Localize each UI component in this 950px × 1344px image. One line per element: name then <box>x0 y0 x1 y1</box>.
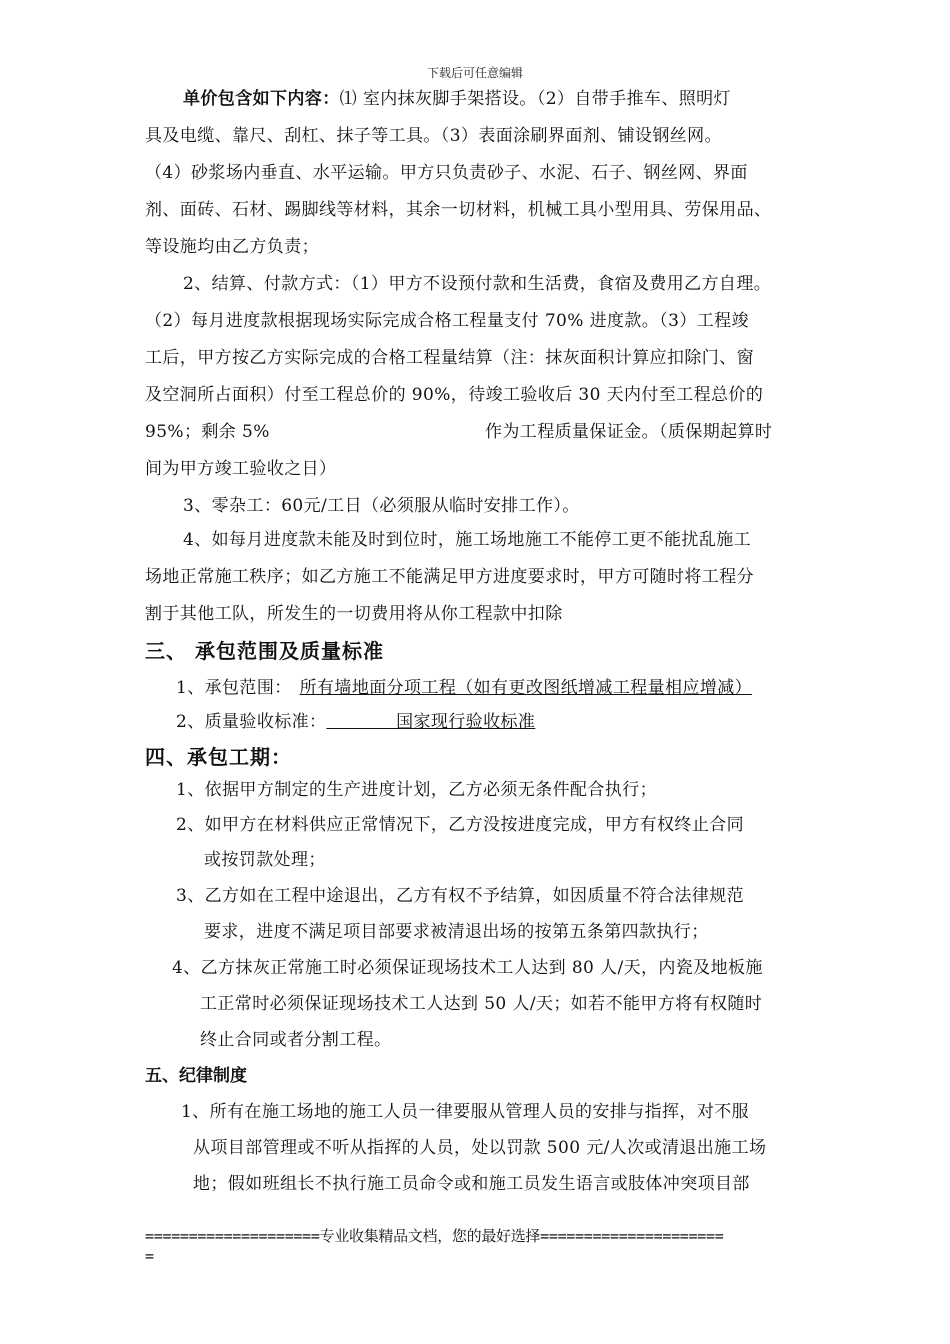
paragraph-1-line-4: 剂、面砖、石材、踢脚线等材料，其余一切材料，机械工具小型用具、劳保用品、 <box>145 200 772 220</box>
paragraph-2-line-5a: 95%；剩余 5% <box>145 422 270 442</box>
section-4-item-4a: 4、乙方抹灰正常施工时必须保证现场技术工人达到 80 人/天，内瓷及地板施 <box>172 958 763 978</box>
section-5-heading: 五、纪律制度 <box>145 1066 247 1086</box>
paragraph-1-line-2: 具及电缆、靠尺、刮杠、抹子等工具。（3）表面涂刷界面剂、铺设钢丝网。 <box>145 126 722 146</box>
section-3-item-2 <box>176 710 535 734</box>
paragraph-2-line-1: 2、结算、付款方式：（1）甲方不设预付款和生活费，食宿及费用乙方自理。 <box>183 274 772 294</box>
section-4-item-4c: 终止合同或者分割工程。 <box>200 1030 392 1050</box>
page-header: 下载后可任意编辑 <box>426 66 523 80</box>
paragraph-1-line-1 <box>183 87 731 111</box>
paragraph-2-line-5b: 作为工程质量保证金。（质保期起算时 <box>485 422 773 442</box>
section-3-heading: 三、 承包范围及质量标准 <box>145 639 384 663</box>
section-4-item-1: 1、依据甲方制定的生产进度计划，乙方必须无条件配合执行； <box>176 780 658 800</box>
paragraph-2-line-2: （2）每月进度款根据现场实际完成合格工程量支付 70% 进度款。（3）工程竣 <box>145 311 749 331</box>
footer-line-2: = <box>145 1247 155 1265</box>
paragraph-4-line-3: 割于其他工队，所发生的一切费用将从你工程款中扣除 <box>145 604 563 624</box>
bold-lead: 单价包含如下内容： <box>183 89 340 109</box>
paragraph-4-line-2: 场地正常施工秩序；如乙方施工不能满足甲方进度要求时，甲方可随时将工程分 <box>145 567 754 587</box>
section-5-item-1a: 1、所有在施工场地的施工人员一律要服从管理人员的安排与指挥，对不服 <box>181 1102 750 1122</box>
item-value: 所有墙地面分项工程（如有更改图纸增减工程量相应增减） <box>299 678 753 698</box>
footer-line-1: ====================专业收集精品文档，您的最好选择===================== <box>145 1227 724 1245</box>
paragraph-4-line-1: 4、如每月进度款未能及时到位时，施工场地施工不能停工更不能扰乱施工 <box>183 530 752 550</box>
paragraph-2-line-3: 工后，甲方按乙方实际完成的合格工程量结算（注：抹灰面积计算应扣除门、窗 <box>145 348 754 368</box>
paragraph-1-line-5: 等设施均由乙方负责； <box>145 237 319 257</box>
section-4-heading: 四、承包工期： <box>145 745 292 769</box>
item-label: 2、质量验收标准： <box>176 712 327 732</box>
paragraph-2-line-6: 间为甲方竣工验收之日） <box>145 459 337 479</box>
item-label: 1、承包范围： <box>176 678 292 698</box>
section-4-item-2a: 2、如甲方在材料供应正常情况下，乙方没按进度完成，甲方有权终止合同 <box>176 815 745 835</box>
section-4-item-2b: 或按罚款处理； <box>204 850 326 870</box>
section-5-item-1b: 从项目部管理或不听从指挥的人员，处以罚款 500 元/人次或清退出施工场 <box>193 1138 767 1158</box>
paragraph-3: 3、零杂工：60元/工日（必须服从临时安排工作）。 <box>183 496 580 516</box>
paragraph-1-line-3: （4）砂浆场内垂直、水平运输。甲方只负责砂子、水泥、石子、钢丝网、界面 <box>145 163 748 183</box>
item-value: 国家现行验收标准 <box>326 712 536 732</box>
section-5-item-1c: 地；假如班组长不执行施工员命令或和施工员发生语言或肢体冲突项目部 <box>193 1174 750 1194</box>
text: ⑴ 室内抹灰脚手架搭设。（2）自带手推车、照明灯 <box>339 89 731 109</box>
section-4-item-3a: 3、乙方如在工程中途退出，乙方有权不予结算，如因质量不符合法律规范 <box>176 886 745 906</box>
section-3-item-1 <box>176 676 752 700</box>
section-4-item-4b: 工正常时必须保证现场技术工人达到 50 人/天；如若不能甲方将有权随时 <box>200 994 763 1014</box>
paragraph-2-line-4: 及空洞所占面积）付至工程总价的 90%，待竣工验收后 30 天内付至工程总价的 <box>145 385 764 405</box>
section-4-item-3b: 要求，进度不满足项目部要求被清退出场的按第五条第四款执行； <box>204 922 709 942</box>
